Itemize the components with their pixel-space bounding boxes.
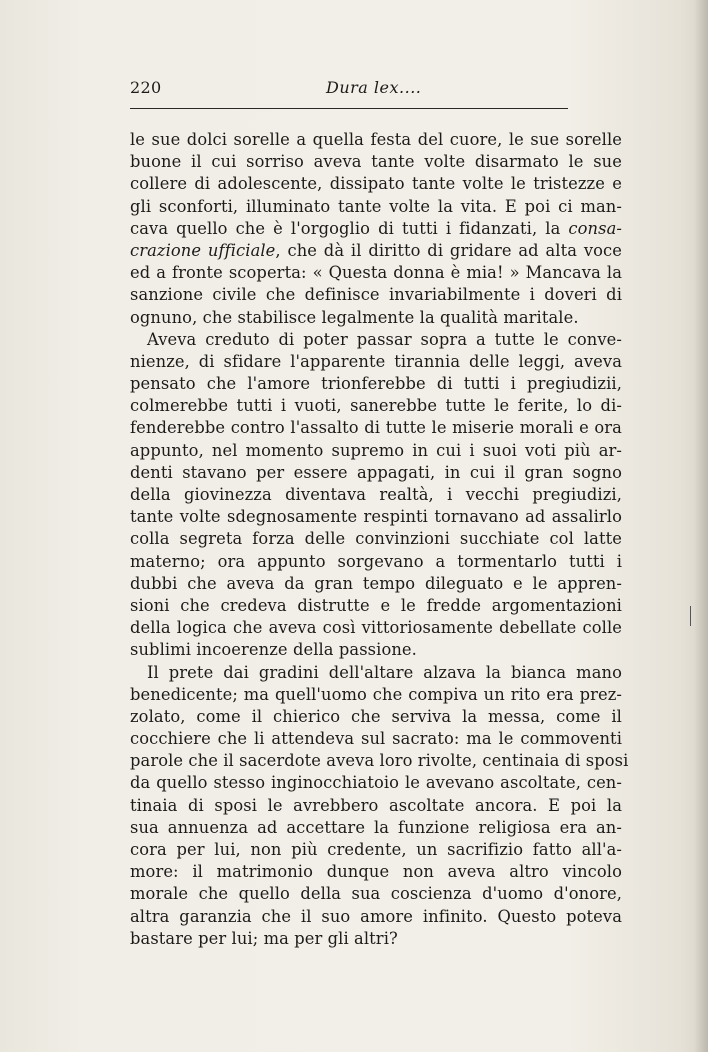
text-line: della logica che aveva così vittoriosamente debellate colle [130, 618, 622, 638]
italic-run: consa- [568, 218, 622, 238]
text-line: zolato, come il chierico che serviva la messa, come il [130, 706, 622, 726]
text-line: cora per lui, non più credente, un sacrifizio fatto all'a- [130, 840, 622, 859]
text-line: sua annuenza ad accettare la funzione religiosa era an- [130, 817, 622, 837]
text-line [130, 218, 622, 240]
text-line: tante volte sdegnosamente respinti tornavano ad assalirlo [130, 507, 622, 527]
text-line: gli sconforti, illuminato tante volte la vita. E poi ci man- [130, 196, 622, 216]
text-line: sioni che credeva distrutte e le fredde argomentazioni [130, 595, 622, 615]
page-number: 220 [130, 78, 162, 97]
text-line: appunto, nel momento supremo in cui i suoi voti più ar- [130, 440, 622, 460]
header-rule [130, 108, 568, 109]
text-line: bastare per lui; ma per gli altri? [130, 928, 398, 948]
text-line: buone il cui sorriso aveva tante volte disarmato le sue [130, 152, 622, 172]
text-line: colla segreta forza delle convinzioni succhiate col latte [130, 529, 622, 549]
paragraph-start-line: Il prete dai gradini dell'altare alzava la bianca mano [147, 662, 622, 682]
text-line: pensato che l'amore trionferebbe di tutti i pregiudizii, [130, 374, 622, 394]
text-line [130, 240, 622, 262]
text-line: fenderebbe contro l'assalto di tutte le miserie morali e ora [130, 418, 622, 438]
text-line: ognuno, che stabilisce legalmente la qualità maritale. [130, 307, 579, 327]
text-line: nienze, di sfidare l'apparente tirannia delle leggi, aveva [130, 351, 622, 371]
text-line: sublimi incoerenze della passione. [130, 640, 417, 660]
page-edge-shadow [694, 0, 708, 1052]
italic-run: crazione ufficiale [130, 240, 276, 260]
text-line: cocchiere che li attendeva sul sacrato: ma le commoventi [130, 729, 622, 749]
text-line: le sue dolci sorelle a quella festa del cuore, le sue sorelle [130, 130, 622, 149]
text-line: parole che il sacerdote aveva loro rivolte, centinaia di sposi [130, 751, 629, 771]
margin-mark [690, 606, 694, 626]
text-line: morale che quello della sua coscienza d'uomo d'onore, [130, 884, 622, 904]
paragraph-start-line: Aveva creduto di poter passar sopra a tutte le conve- [147, 329, 622, 349]
text-run: , che dà il diritto di gridare ad alta voce [275, 240, 622, 260]
running-title: Dura lex.... [326, 78, 422, 97]
text-line: materno; ora appunto sorgevano a tormentarlo tutti i [130, 551, 622, 571]
text-line: tinaia di sposi le avrebbero ascoltate ancora. E poi la [130, 795, 622, 815]
text-line: more: il matrimonio dunque non aveva altro vincolo [130, 862, 622, 882]
text-line: dubbi che aveva da gran tempo dileguato e le appren- [130, 573, 622, 593]
body-text [130, 129, 629, 950]
text-line: da quello stesso inginocchiatoio le avevano ascoltate, cen- [130, 773, 622, 793]
text-line: colmerebbe tutti i vuoti, sanerebbe tutte le ferite, lo di- [130, 396, 622, 416]
text-line: ed a fronte scoperta: « Questa donna è mia! » Mancava la [130, 263, 622, 283]
text-run: cava quello che è l'orgoglio di tutti i fidanzati, la [130, 218, 569, 238]
text-line: benedicente; ma quell'uomo che compiva un rito era prez- [130, 684, 622, 704]
text-line: sanzione civile che definisce invariabilmente i doveri di [130, 285, 622, 305]
text-line: della giovinezza diventava realtà, i vecchi pregiudizi, [130, 485, 622, 504]
text-line: altra garanzia che il suo amore infinito. Questo poteva [130, 906, 622, 926]
text-line: denti stavano per essere appagati, in cui il gran sogno [130, 462, 622, 482]
text-line: collere di adolescente, dissipato tante volte le tristezze e [130, 174, 622, 194]
running-header [130, 78, 568, 108]
